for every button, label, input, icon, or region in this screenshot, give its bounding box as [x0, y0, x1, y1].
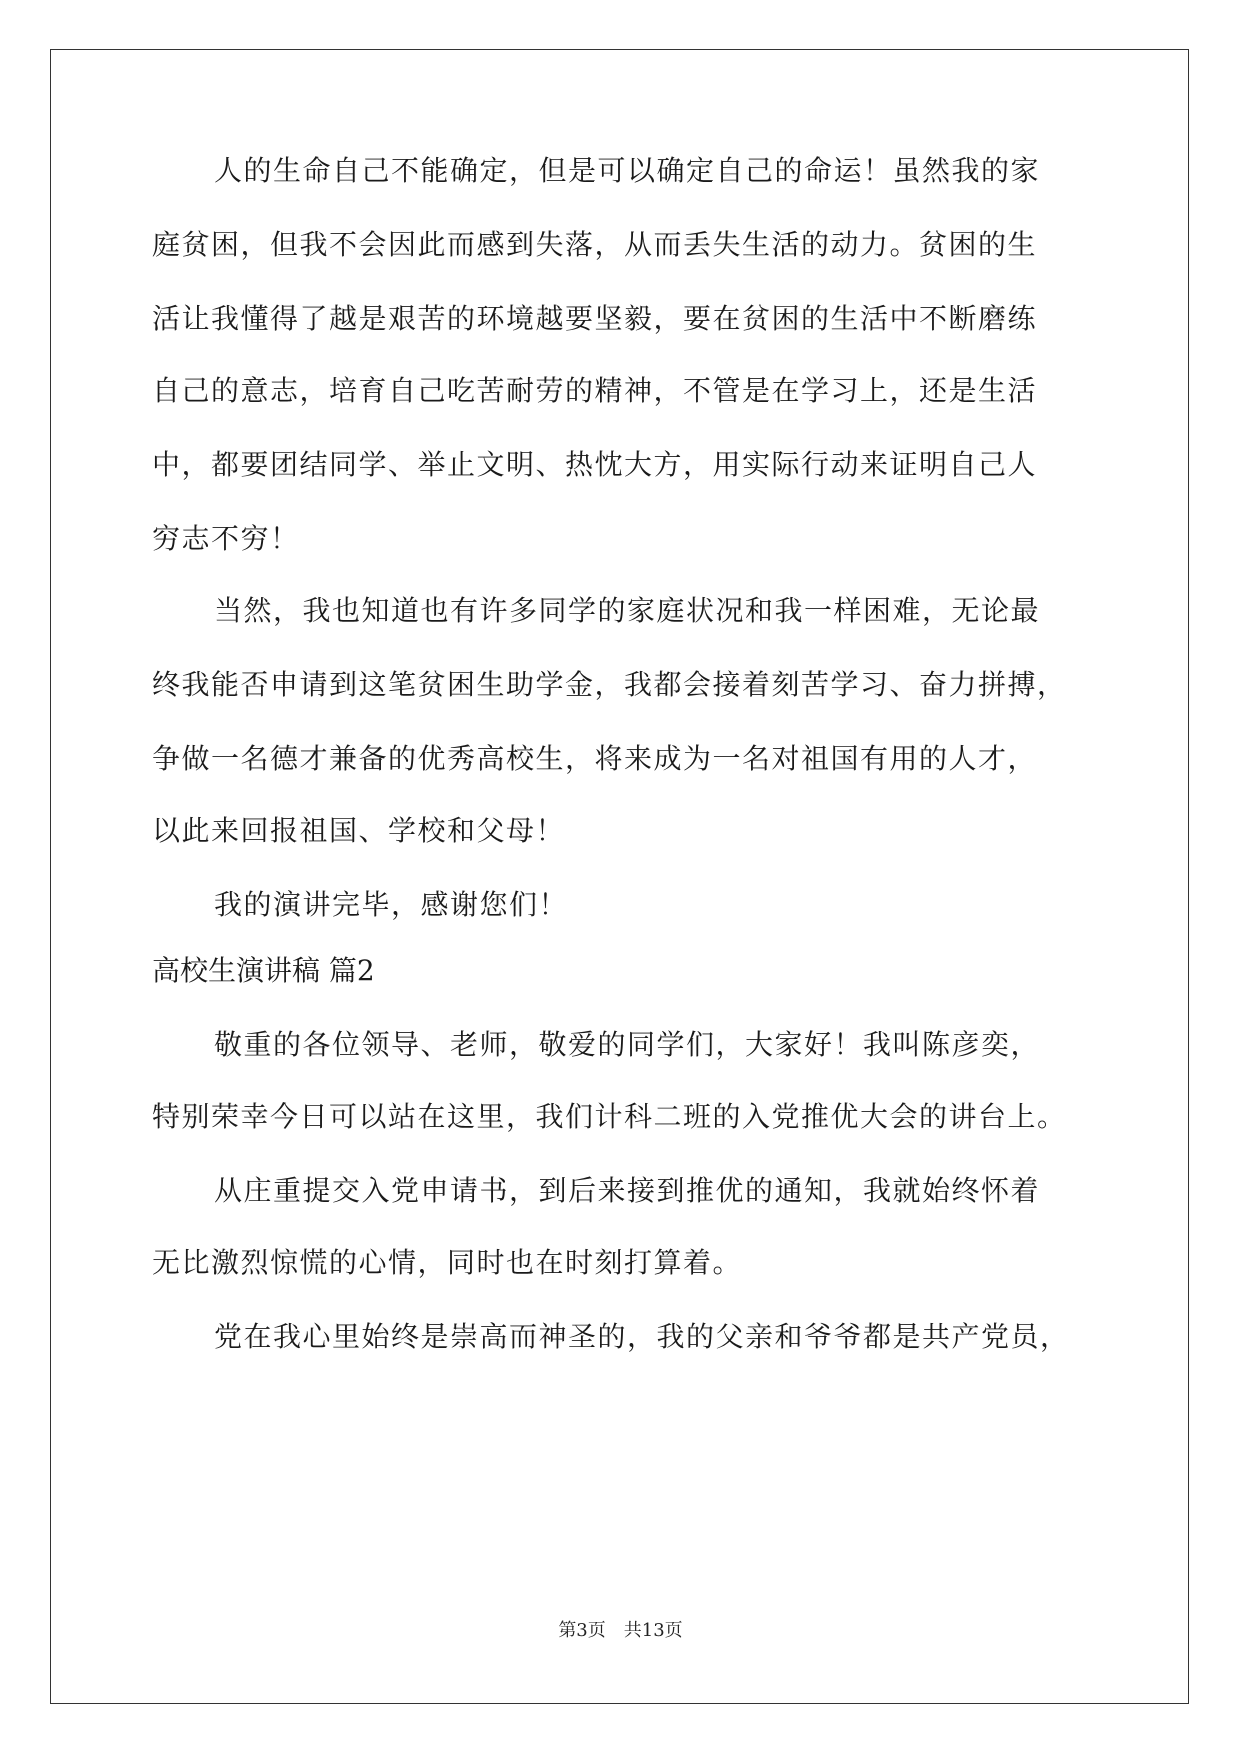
section-paragraph-3-line-1: 党在我心里始终是崇高而神圣的，我的父亲和爷爷都是共产党员， — [214, 1320, 1070, 1353]
paragraph-2-line-2: 终我能否申请到这笔贫困生助学金，我都会接着刻苦学习、奋力拼搏， — [152, 668, 1067, 701]
section-heading: 高校生演讲稿 篇2 — [152, 954, 375, 987]
paragraph-1-line-5: 中，都要团结同学、举止文明、热忱大方，用实际行动来证明自己人 — [152, 448, 1038, 481]
paragraph-2-line-1: 当然，我也知道也有许多同学的家庭状况和我一样困难，无论最 — [214, 594, 1041, 627]
section-paragraph-1-line-1: 敬重的各位领导、老师，敬爱的同学们，大家好！我叫陈彦奕， — [214, 1028, 1041, 1061]
paragraph-2-line-4: 以此来回报祖国、学校和父母！ — [152, 814, 566, 847]
page-total: 共13页 — [623, 1620, 683, 1641]
paragraph-1-line-1: 人的生命自己不能确定，但是可以确定自己的命运！虽然我的家 — [214, 154, 1041, 187]
paragraph-3-line-1: 我的演讲完毕，感谢您们！ — [214, 888, 569, 921]
page-border — [50, 49, 1189, 1704]
paragraph-1-line-6: 穷志不穷！ — [152, 522, 300, 555]
page-footer — [0, 1620, 1241, 1642]
paragraph-1-line-4: 自己的意志，培育自己吃苦耐劳的精神，不管是在学习上，还是生活 — [152, 374, 1038, 407]
page-number: 第3页 — [558, 1620, 606, 1641]
paragraph-2-line-3: 争做一名德才兼备的优秀高校生，将来成为一名对祖国有用的人才， — [152, 742, 1038, 775]
paragraph-1-line-3: 活让我懂得了越是艰苦的环境越要坚毅，要在贫困的生活中不断磨练 — [152, 302, 1038, 335]
section-paragraph-1-line-2: 特别荣幸今日可以站在这里，我们计科二班的入党推优大会的讲台上。 — [152, 1100, 1067, 1133]
section-paragraph-2-line-2: 无比激烈惊慌的心情，同时也在时刻打算着。 — [152, 1246, 743, 1279]
paragraph-1-line-2: 庭贫困，但我不会因此而感到失落，从而丢失生活的动力。贫困的生 — [152, 228, 1038, 261]
section-paragraph-2-line-1: 从庄重提交入党申请书，到后来接到推优的通知，我就始终怀着 — [214, 1174, 1041, 1207]
